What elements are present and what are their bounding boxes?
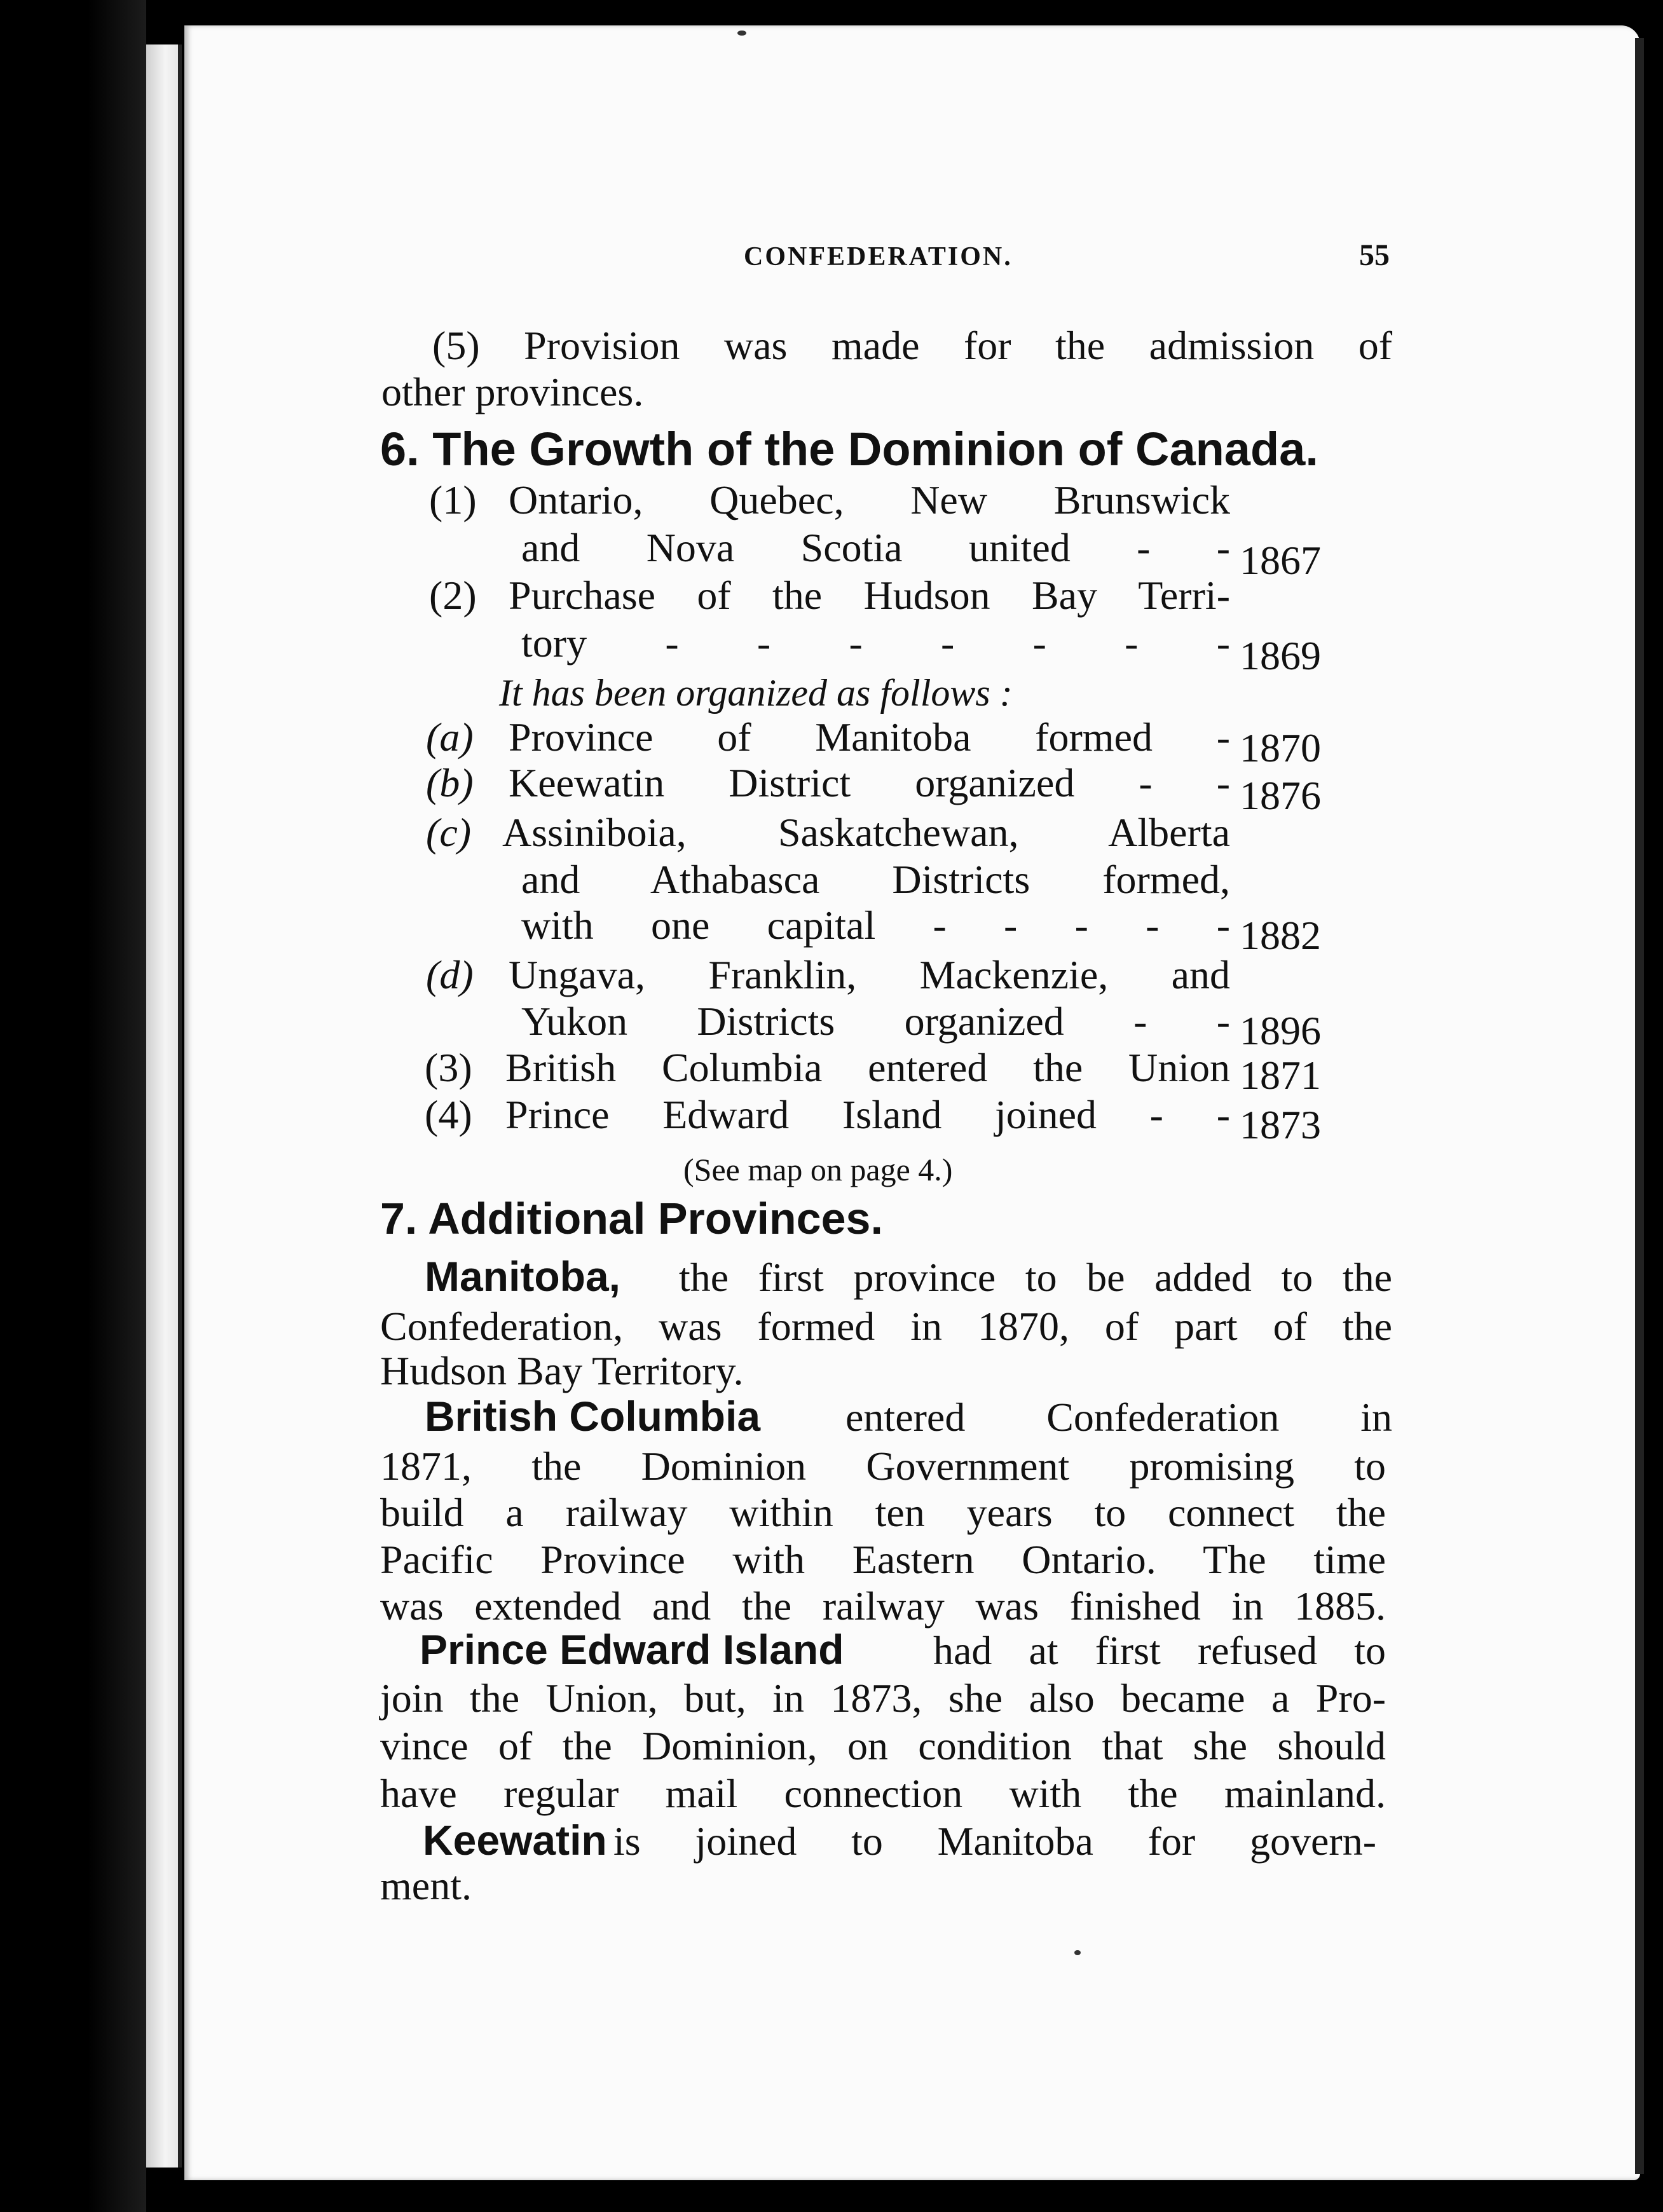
subentry-c-number: (c) — [426, 810, 472, 855]
item5-line2: other provinces. — [381, 369, 644, 414]
subentry-c-year: 1882 — [1240, 913, 1321, 958]
subentry-a-line1: Province of Manitoba formed - — [509, 714, 1230, 760]
subentry-c-line2: and Athabasca Districts formed, — [521, 857, 1230, 902]
pei-line1 — [420, 1628, 1386, 1671]
subentry-d-line1: Ungava, Franklin, Mackenzie, and — [509, 952, 1230, 997]
keewatin-line1-text: is joined to Manitoba for govern- — [613, 1819, 1376, 1864]
subentry-b-line1: Keewatin District organized - - — [509, 760, 1230, 805]
entry4-number: (4) — [425, 1092, 472, 1137]
ink-speck — [1074, 1950, 1081, 1955]
entry1-number: (1) — [429, 477, 477, 522]
pei-line2: join the Union, but, in 1873, she also became a Pro- — [380, 1676, 1386, 1721]
subentry-d-line2: Yukon Districts organized - - — [521, 999, 1230, 1044]
running-head: CONFEDERATION. — [744, 242, 1013, 271]
entry3-year: 1871 — [1240, 1053, 1321, 1098]
subentry-a-year: 1870 — [1240, 725, 1321, 770]
see-map-note: (See map on page 4.) — [683, 1152, 953, 1187]
ink-speck — [737, 31, 746, 36]
manitoba-line1 — [425, 1255, 1392, 1298]
section6-heading: 6. The Growth of the Dominion of Canada. — [380, 423, 1318, 475]
bc-line1 — [425, 1395, 1392, 1438]
page-number: 55 — [1359, 238, 1390, 272]
entry3-number: (3) — [425, 1045, 472, 1090]
bc-line2: 1871, the Dominion Government promising to — [380, 1444, 1386, 1489]
subentry-a-number: (a) — [426, 714, 474, 760]
manitoba-line2: Confederation, was formed in 1870, of part of the — [380, 1304, 1392, 1349]
entry2-number: (2) — [429, 573, 477, 618]
pei-line3: vince of the Dominion, on condition that she should — [380, 1723, 1386, 1768]
keewatin-line1 — [423, 1819, 1376, 1862]
bc-line3: build a railway within ten years to connect the — [380, 1490, 1386, 1535]
entry2-line1: Purchase of the Hudson Bay Terri- — [509, 573, 1230, 618]
entry2-year: 1869 — [1240, 633, 1321, 678]
pei-line1-text: had at first refused to — [933, 1628, 1386, 1673]
subentry-b-year: 1876 — [1240, 773, 1321, 818]
keewatin-line2: ment. — [380, 1863, 472, 1908]
bc-line4: Pacific Province with Eastern Ontario. The time — [380, 1537, 1386, 1582]
entry4-line1: Prince Edward Island joined - - — [505, 1092, 1230, 1137]
manitoba-line1-text: the first province to be added to the — [679, 1255, 1392, 1300]
entry1-year: 1867 — [1240, 538, 1321, 583]
bc-lead: British Columbia — [425, 1393, 761, 1440]
bc-line5: was extended and the railway was finished in 1885. — [380, 1583, 1386, 1628]
manitoba-line3: Hudson Bay Territory. — [380, 1348, 744, 1393]
bc-line1-text: entered Confederation in — [845, 1395, 1392, 1440]
entry2-line2: tory - - - - - - - — [521, 620, 1230, 666]
subentry-c-line3: with one capital - - - - - — [521, 903, 1230, 948]
subentry-c-line1: Assiniboia, Saskatchewan, Alberta — [502, 810, 1230, 855]
subentry-d-number: (d) — [426, 952, 474, 997]
keewatin-lead: Keewatin — [423, 1817, 607, 1864]
pei-lead: Prince Edward Island — [420, 1626, 844, 1673]
section7-heading: 7. Additional Provinces. — [380, 1194, 883, 1243]
entry4-year: 1873 — [1240, 1102, 1321, 1147]
left-page-edge — [146, 44, 182, 2168]
entry1-line2: and Nova Scotia united - - — [521, 525, 1230, 570]
pei-line4: have regular mail connection with the mainland. — [380, 1771, 1386, 1816]
subentry-d-year: 1896 — [1240, 1008, 1321, 1053]
subentry-b-number: (b) — [426, 760, 474, 805]
entry1-line1: Ontario, Quebec, New Brunswick — [509, 477, 1230, 522]
book-spine — [0, 0, 146, 2212]
manitoba-lead: Manitoba, — [425, 1253, 620, 1300]
entry3-line1: British Columbia entered the Union — [505, 1045, 1230, 1090]
right-page-edge — [1635, 38, 1644, 2174]
organization-note: It has been organized as follows : — [499, 672, 1013, 714]
item5-line1: (5) Provision was made for the admission of — [432, 323, 1392, 368]
